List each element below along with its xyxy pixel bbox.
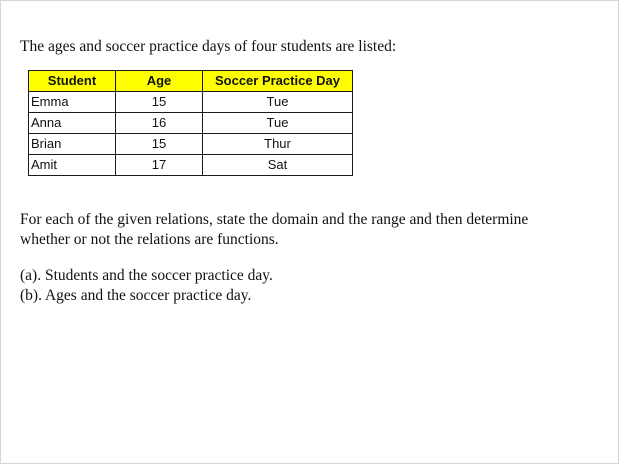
intro-text: The ages and soccer practice days of four students are listed:: [20, 38, 397, 55]
cell-student: Anna: [29, 113, 116, 134]
part-a: (a). Students and the soccer practice day.: [20, 267, 273, 284]
cell-student: Brian: [29, 134, 116, 155]
table-row: [29, 134, 353, 155]
instructions-line-1: For each of the given relations, state the domain and the range and then determine: [20, 211, 529, 228]
header-student: Student: [29, 71, 116, 92]
cell-age: 17: [116, 155, 203, 176]
cell-practice-day: Thur: [203, 134, 353, 155]
header-practice-day: Soccer Practice Day: [203, 71, 353, 92]
cell-student: Amit: [29, 155, 116, 176]
cell-age: 15: [116, 134, 203, 155]
question-parts: [20, 266, 273, 306]
cell-student: Emma: [29, 92, 116, 113]
cell-practice-day: Tue: [203, 113, 353, 134]
table-row: [29, 92, 353, 113]
table-header-row: [29, 71, 353, 92]
cell-age: 16: [116, 113, 203, 134]
table-row: [29, 113, 353, 134]
cell-age: 15: [116, 92, 203, 113]
instructions-line-2: whether or not the relations are functions.: [20, 231, 279, 248]
students-table: [28, 70, 353, 176]
cell-practice-day: Tue: [203, 92, 353, 113]
part-b: (b). Ages and the soccer practice day.: [20, 287, 252, 304]
cell-practice-day: Sat: [203, 155, 353, 176]
table-row: [29, 155, 353, 176]
header-age: Age: [116, 71, 203, 92]
instructions-paragraph: [20, 210, 528, 250]
